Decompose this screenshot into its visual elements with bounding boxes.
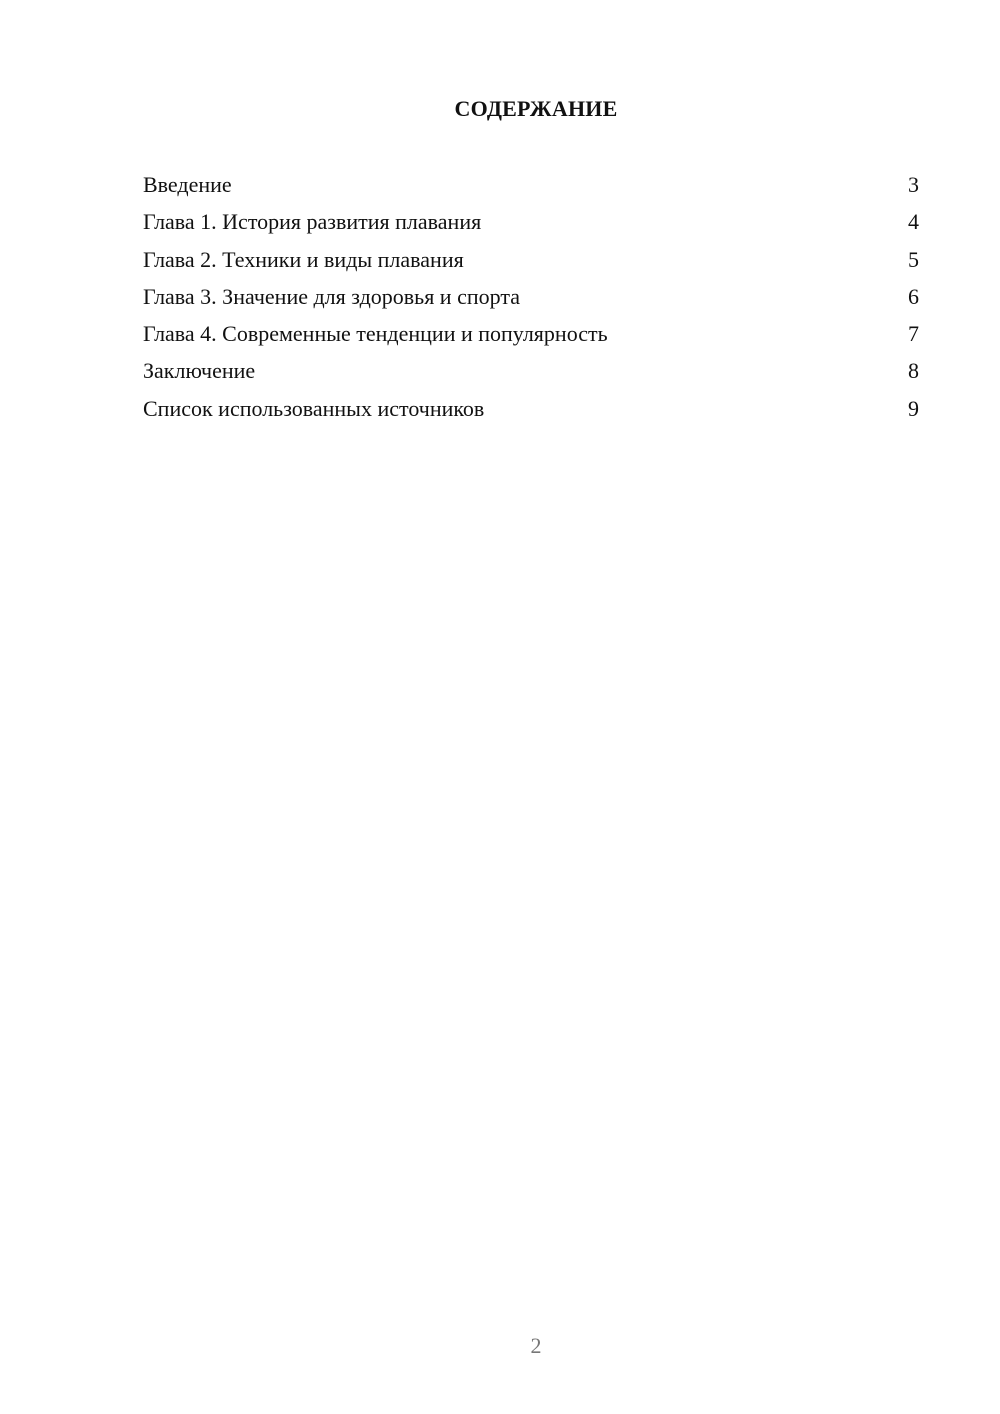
toc-entry-page: 8: [908, 358, 919, 384]
toc-entry-label: Введение: [143, 172, 232, 197]
page-title: СОДЕРЖАНИЕ: [454, 96, 618, 121]
toc-entry-label: Глава 3. Значение для здоровья и спорта: [143, 283, 520, 309]
toc-entry-page: 7: [908, 321, 919, 347]
toc-entry-label: Список использованных источников: [143, 395, 485, 421]
toc-entry-page: 4: [908, 209, 919, 235]
toc-entry-label: Глава 2. Техники и виды плавания: [143, 246, 464, 272]
toc-entry-chapter-2: [143, 245, 919, 282]
toc-entry-label: Глава 4. Современные тенденции и популярность: [143, 321, 608, 347]
toc-entry-label: Глава 1. История развития плавания: [143, 209, 482, 235]
toc-entry-label: Заключение: [143, 358, 256, 384]
toc-entry-chapter-1: [143, 207, 919, 244]
toc-entry-conclusion: [143, 356, 919, 393]
toc-entry-chapter-3: [143, 282, 919, 319]
page-number: 2: [530, 1333, 542, 1358]
table-of-contents: [143, 170, 919, 431]
toc-entry-page: 6: [908, 283, 919, 309]
toc-entry-chapter-4: [143, 319, 919, 356]
toc-entry-page: 3: [908, 172, 919, 197]
toc-entry-references: [143, 394, 919, 431]
toc-entry-introduction: [143, 170, 919, 207]
toc-entry-page: 9: [908, 395, 919, 421]
toc-entry-page: 5: [908, 246, 919, 272]
